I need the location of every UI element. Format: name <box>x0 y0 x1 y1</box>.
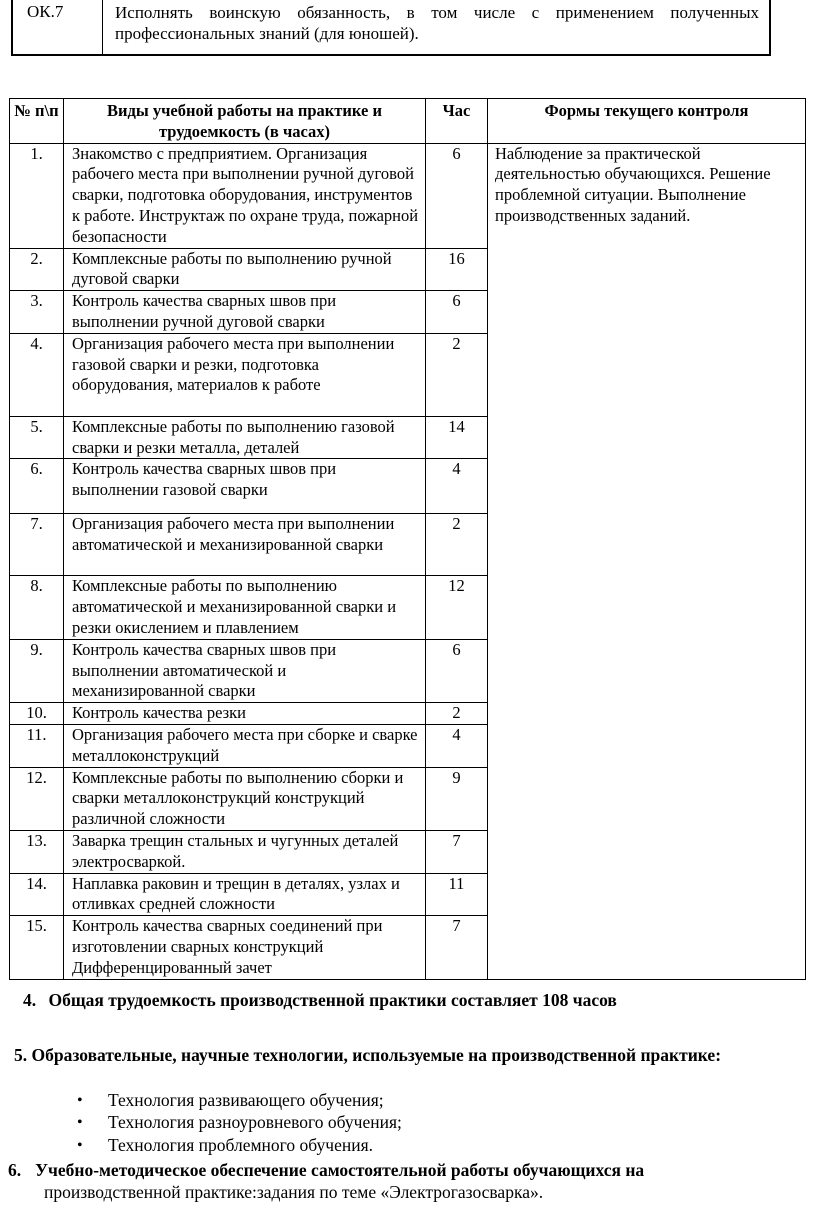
row-num: 8. <box>10 576 64 639</box>
header-num: № п\п <box>10 99 64 144</box>
row-name: Контроль качества сварных соединений при изготовлении сварных конструкций Дифференцированный зачет <box>64 916 426 979</box>
row-num: 1. <box>10 143 64 248</box>
row-name: Организация рабочего места при выполнении автоматической и механизированной сварки <box>64 514 426 576</box>
work-table <box>9 98 806 980</box>
row-hours: 2 <box>426 703 488 725</box>
row-num: 14. <box>10 873 64 916</box>
row-hours: 14 <box>426 416 488 459</box>
row-name: Комплексные работы по выполнению газовой сварки и резки металла, деталей <box>64 416 426 459</box>
ok-competency-box <box>11 0 771 56</box>
technology-item: Технология развивающего обучения; <box>108 1090 384 1110</box>
row-num: 15. <box>10 916 64 979</box>
ok-divider <box>102 0 103 54</box>
row-hours: 2 <box>426 333 488 416</box>
row-hours: 12 <box>426 576 488 639</box>
row-num: 4. <box>10 333 64 416</box>
row-hours: 6 <box>426 291 488 334</box>
row-hours: 7 <box>426 916 488 979</box>
row-name: Контроль качества резки <box>64 703 426 725</box>
row-hours: 9 <box>426 767 488 830</box>
row-hours: 4 <box>426 459 488 514</box>
header-hours: Час <box>426 99 488 144</box>
row-num: 9. <box>10 639 64 702</box>
row-name: Контроль качества сварных швов при выполнении газовой сварки <box>64 459 426 514</box>
row-num: 11. <box>10 724 64 767</box>
row-num: 5. <box>10 416 64 459</box>
section-6-num: 6. <box>8 1160 22 1180</box>
section-4 <box>23 989 617 1011</box>
row-hours: 6 <box>426 143 488 248</box>
header-name: Виды учебной работы на практике и трудоемкость (в часах) <box>64 99 426 144</box>
section-5-heading: 5. Образовательные, научные технологии, используемые на производственной практике: <box>14 1045 722 1065</box>
control-forms: Наблюдение за практической деятельностью обучающихся. Решение проблемной ситуации. Выполнение производственных заданий. <box>488 143 806 979</box>
row-num: 3. <box>10 291 64 334</box>
bullet-icon: • <box>77 1114 83 1131</box>
row-hours: 2 <box>426 514 488 576</box>
section-4-text: Общая трудоемкость производственной практики составляет 108 часов <box>48 990 617 1010</box>
row-num: 2. <box>10 248 64 291</box>
row-hours: 7 <box>426 830 488 873</box>
row-hours: 6 <box>426 639 488 702</box>
row-hours: 11 <box>426 873 488 916</box>
row-num: 12. <box>10 767 64 830</box>
row-num: 13. <box>10 830 64 873</box>
row-num: 6. <box>10 459 64 514</box>
bullet-icon: • <box>77 1137 83 1154</box>
row-hours: 4 <box>426 724 488 767</box>
ok-text: Исполнять воинскую обязанность, в том числе с применением полученных профессиональных знаний (для юношей). <box>115 3 759 43</box>
section-6-heading: Учебно-методическое обеспечение самостоятельной работы обучающихся на <box>35 1160 645 1180</box>
section-6 <box>8 1159 644 1203</box>
row-hours: 16 <box>426 248 488 291</box>
row-name: Заварка трещин стальных и чугунных деталей электросваркой. <box>64 830 426 873</box>
ok-code: ОК.7 <box>27 2 64 21</box>
row-name: Комплексные работы по выполнению автоматической и механизированной сварки и резки окислением и плавлением <box>64 576 426 639</box>
bullet-icon: • <box>77 1092 83 1109</box>
row-name: Контроль качества сварных швов при выполнении автоматической и механизированной сварки <box>64 639 426 702</box>
header-control: Формы текущего контроля <box>488 99 806 144</box>
row-num: 10. <box>10 703 64 725</box>
technology-item: Технология проблемного обучения. <box>108 1135 373 1155</box>
row-name: Организация рабочего места при выполнении газовой сварки и резки, подготовка оборудования, материалов к работе <box>64 333 426 416</box>
row-name: Комплексные работы по выполнению сборки и сварки металлоконструкций конструкций различной сложности <box>64 767 426 830</box>
row-name: Комплексные работы по выполнению ручной дуговой сварки <box>64 248 426 291</box>
row-name: Наплавка раковин и трещин в деталях, узлах и отливках средней сложности <box>64 873 426 916</box>
section-6-text: производственной практике:задания по теме «Электрогазосварка». <box>44 1182 544 1202</box>
row-name: Организация рабочего места при сборке и сварке металлоконструкций <box>64 724 426 767</box>
row-name: Знакомство с предприятием. Организация рабочего места при выполнении ручной дуговой сварки, подготовка оборудования, инструментов к работе. Инструктаж по охране труда, пожарной безопасности <box>64 143 426 248</box>
section-4-num: 4. <box>23 990 37 1010</box>
technology-item: Технология разноуровневого обучения; <box>108 1112 402 1132</box>
row-name: Контроль качества сварных швов при выполнении ручной дуговой сварки <box>64 291 426 334</box>
row-num: 7. <box>10 514 64 576</box>
